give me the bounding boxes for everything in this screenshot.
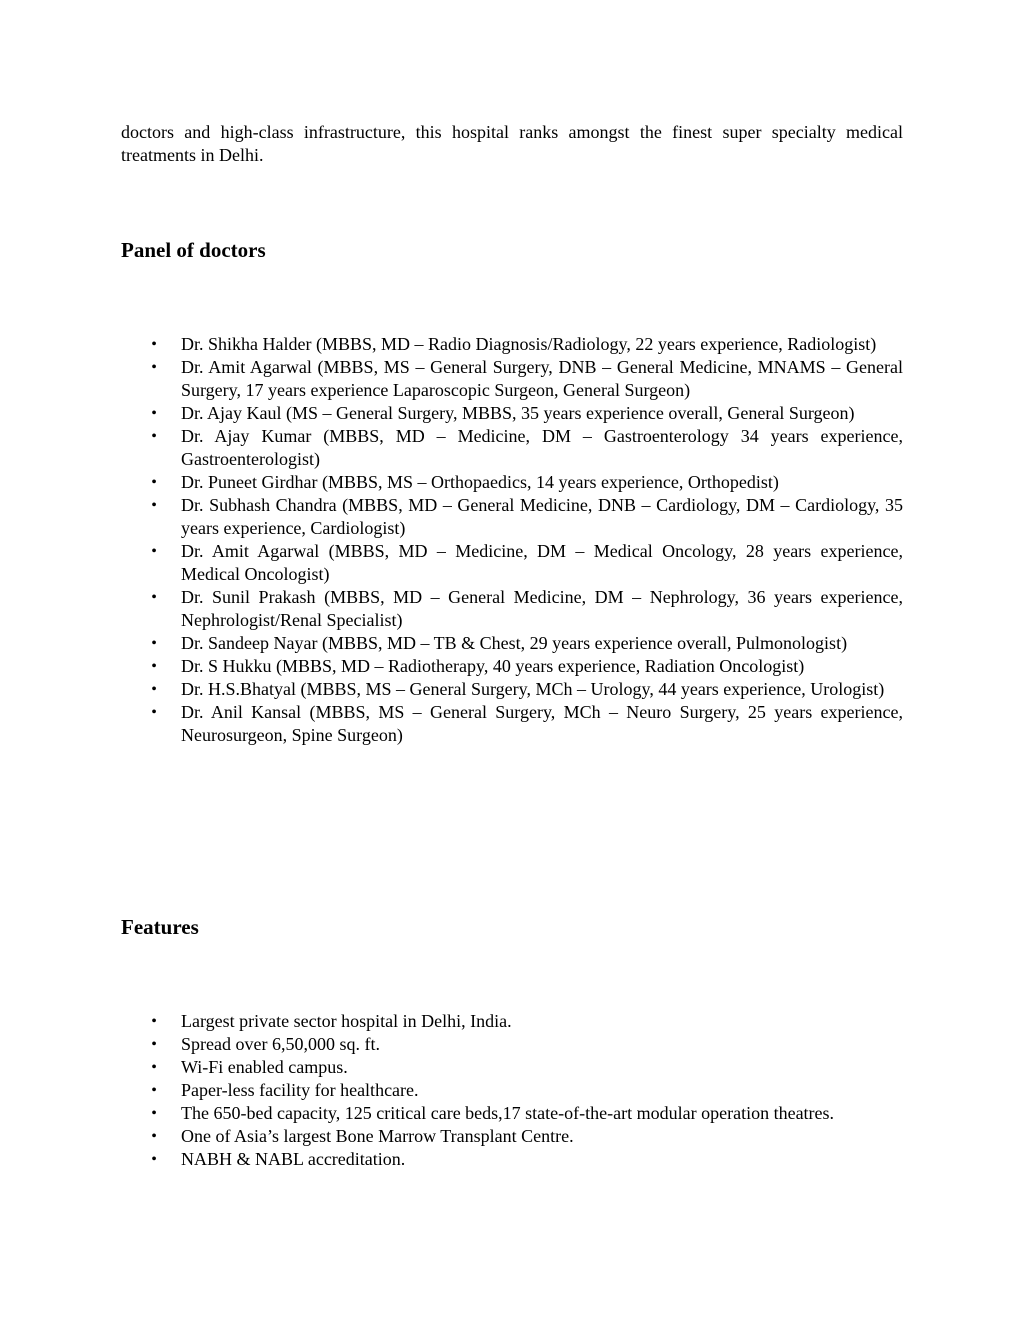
- feature-list-item: [121, 1033, 903, 1056]
- feature-list-item: [121, 1148, 903, 1171]
- doctor-list-item-text: Dr. Anil Kansal (MBBS, MS – General Surgery, MCh – Neuro Surgery, 25 years experience, Neurosurgeon, Spine Surgeon): [181, 702, 903, 745]
- bullet-icon: •: [151, 1105, 157, 1122]
- doctor-list-item: [121, 425, 903, 471]
- bullet-icon: •: [151, 428, 157, 445]
- feature-list-item-text: Largest private sector hospital in Delhi, India.: [181, 1011, 512, 1031]
- doctor-list-item-text: Dr. Amit Agarwal (MBBS, MS – General Surgery, DNB – General Medicine, MNAMS – General Surgery, 17 years experience Laparoscopic Surgeon, General Surgeon): [181, 357, 903, 400]
- bullet-icon: •: [151, 658, 157, 675]
- doctors-list: [121, 333, 903, 747]
- doctor-list-item: [121, 678, 903, 701]
- feature-list-item-text: Paper-less facility for healthcare.: [181, 1080, 419, 1100]
- doctor-list-item-text: Dr. Ajay Kumar (MBBS, MD – Medicine, DM – Gastroenterology 34 years experience, Gastroenterologist): [181, 426, 903, 469]
- bullet-icon: •: [151, 336, 157, 353]
- bullet-icon: •: [151, 1151, 157, 1168]
- bullet-icon: •: [151, 1013, 157, 1030]
- doctor-list-item-text: Dr. Puneet Girdhar (MBBS, MS – Orthopaedics, 14 years experience, Orthopedist): [181, 472, 779, 492]
- bullet-icon: •: [151, 359, 157, 376]
- feature-list-item-text: One of Asia’s largest Bone Marrow Transplant Centre.: [181, 1126, 574, 1146]
- doctor-list-item: [121, 471, 903, 494]
- feature-list-item-text: The 650-bed capacity, 125 critical care beds,17 state-of-the-art modular operation theatres.: [181, 1103, 835, 1123]
- doctor-list-item: [121, 402, 903, 425]
- doctor-list-item: [121, 701, 903, 747]
- bullet-icon: •: [151, 1128, 157, 1145]
- doctor-list-item-text: Dr. Sunil Prakash (MBBS, MD – General Medicine, DM – Nephrology, 36 years experience, Nephrologist/Renal Specialist): [181, 587, 903, 630]
- bullet-icon: •: [151, 497, 157, 514]
- doctor-list-item-text: Dr. Shikha Halder (MBBS, MD – Radio Diagnosis/Radiology, 22 years experience, Radiologist): [181, 334, 877, 354]
- doctor-list-item: [121, 356, 903, 402]
- feature-list-item-text: Spread over 6,50,000 sq. ft.: [181, 1034, 380, 1054]
- doctor-list-item-text: Dr. S Hukku (MBBS, MD – Radiotherapy, 40 years experience, Radiation Oncologist): [181, 656, 805, 676]
- feature-list-item-text: Wi-Fi enabled campus.: [181, 1057, 348, 1077]
- doctor-list-item: [121, 494, 903, 540]
- feature-list-item: [121, 1056, 903, 1079]
- features-list: [121, 1010, 903, 1171]
- doctor-list-item-text: Dr. Sandeep Nayar (MBBS, MD – TB & Chest, 29 years experience overall, Pulmonologist): [181, 633, 848, 653]
- bullet-icon: •: [151, 704, 157, 721]
- bullet-icon: •: [151, 543, 157, 560]
- doctor-list-item: [121, 632, 903, 655]
- doctor-list-item: [121, 655, 903, 678]
- feature-list-item: [121, 1079, 903, 1102]
- bullet-icon: •: [151, 681, 157, 698]
- bullet-icon: •: [151, 405, 157, 422]
- bullet-icon: •: [151, 589, 157, 606]
- bullet-icon: •: [151, 1082, 157, 1099]
- feature-list-item: [121, 1125, 903, 1148]
- doctor-list-item: [121, 333, 903, 356]
- doctor-list-item-text: Dr. Subhash Chandra (MBBS, MD – General Medicine, DNB – Cardiology, DM – Cardiology, 35 years experience, Cardiologist): [181, 495, 903, 538]
- intro-paragraph: doctors and high-class infrastructure, this hospital ranks amongst the finest super specialty medical treatments in Delhi.: [121, 122, 903, 165]
- panel-of-doctors-heading: Panel of doctors: [121, 238, 266, 262]
- feature-list-item-text: NABH & NABL accreditation.: [181, 1149, 406, 1169]
- doctor-list-item-text: Dr. H.S.Bhatyal (MBBS, MS – General Surgery, MCh – Urology, 44 years experience, Urologist): [181, 679, 885, 699]
- bullet-icon: •: [151, 1059, 157, 1076]
- bullet-icon: •: [151, 635, 157, 652]
- bullet-icon: •: [151, 474, 157, 491]
- doctor-list-item-text: Dr. Ajay Kaul (MS – General Surgery, MBBS, 35 years experience overall, General Surgeon): [181, 403, 855, 423]
- doctor-list-item-text: Dr. Amit Agarwal (MBBS, MD – Medicine, DM – Medical Oncology, 28 years experience, Medical Oncologist): [181, 541, 903, 584]
- features-heading: Features: [121, 915, 199, 939]
- bullet-icon: •: [151, 1036, 157, 1053]
- doctor-list-item: [121, 586, 903, 632]
- feature-list-item: [121, 1010, 903, 1033]
- feature-list-item: [121, 1102, 903, 1125]
- doctor-list-item: [121, 540, 903, 586]
